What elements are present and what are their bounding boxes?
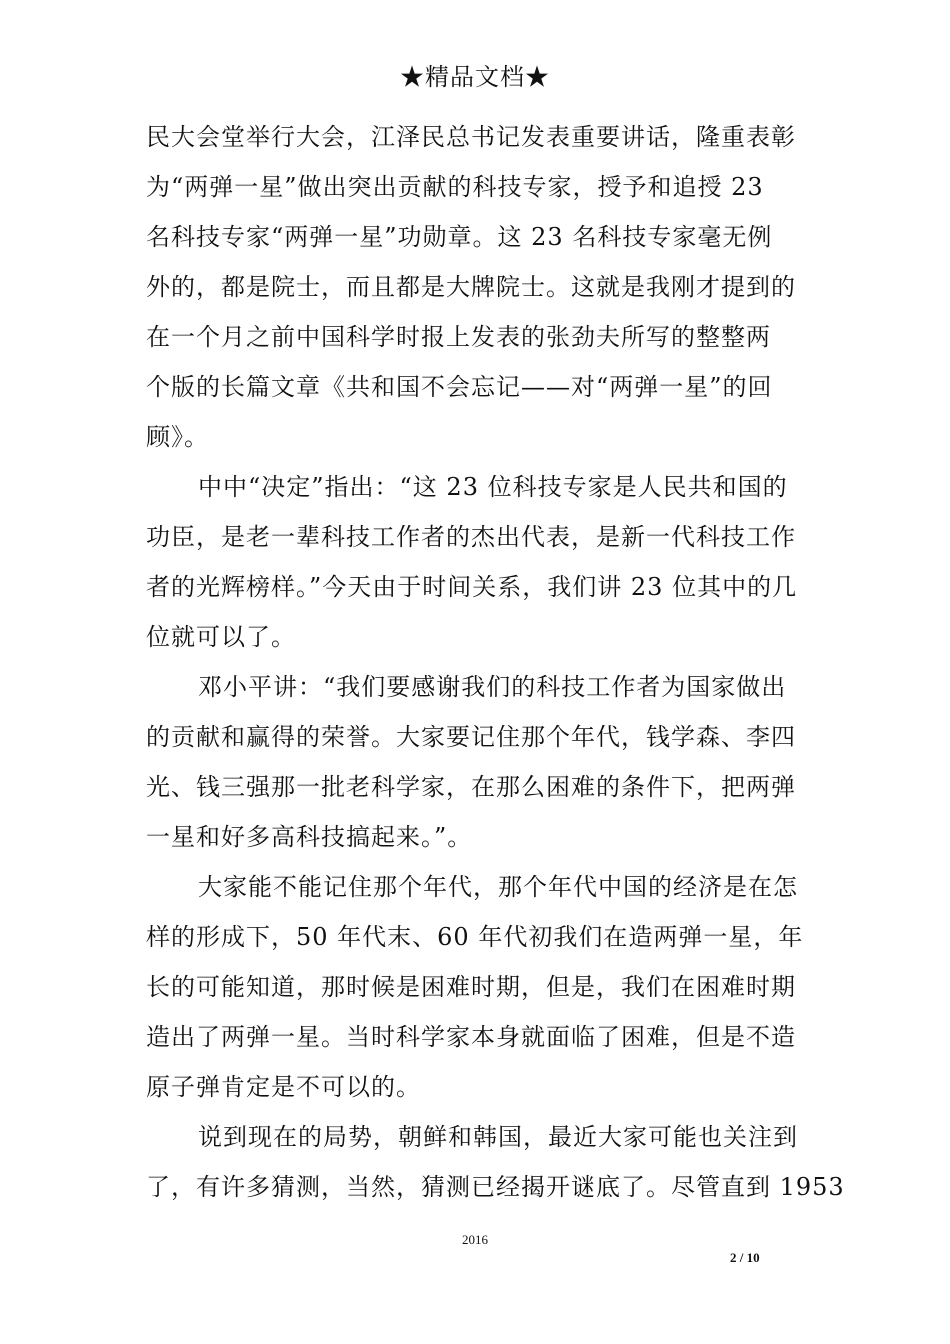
page-number: 2 / 10 bbox=[730, 1250, 760, 1265]
paragraph-1 bbox=[146, 112, 806, 462]
text-line: 样的形成下，50 年代末、60 年代初我们在造两弹一星，年 bbox=[146, 923, 804, 951]
text-line: 民大会堂举行大会，江泽民总书记发表重要讲话，隆重表彰 bbox=[146, 123, 796, 151]
text-line: 大家能不能记住那个年代，那个年代中国的经济是在怎 bbox=[198, 873, 798, 901]
text-line: 说到现在的局势，朝鲜和韩国，最近大家可能也关注到 bbox=[198, 1123, 798, 1151]
text-line: 造出了两弹一星。当时科学家本身就面临了困难，但是不造 bbox=[146, 1023, 796, 1051]
text-line: 者的光辉榜样。”今天由于时间关系，我们讲 23 位其中的几 bbox=[146, 573, 798, 601]
text-line: 邓小平讲：“我们要感谢我们的科技工作者为国家做出 bbox=[198, 673, 787, 701]
text-line: 光、钱三强那一批老科学家，在那么困难的条件下，把两弹 bbox=[146, 773, 796, 801]
paragraph-5 bbox=[146, 1112, 845, 1212]
text-line: 一星和好多高科技搞起来。”。 bbox=[146, 823, 473, 851]
text-line: 功臣，是老一辈科技工作者的杰出代表，是新一代科技工作 bbox=[146, 523, 796, 551]
footer-year: 2016 bbox=[462, 1232, 488, 1247]
text-line: 顾》。 bbox=[146, 423, 209, 451]
paragraph-2 bbox=[146, 462, 806, 662]
text-line: 了，有许多猜测，当然，猜测已经揭开谜底了。尽管直到 1953 bbox=[146, 1173, 845, 1201]
text-line: 外的，都是院士，而且都是大牌院士。这就是我刚才提到的 bbox=[146, 273, 796, 301]
text-line: 长的可能知道，那时候是困难时期，但是，我们在困难时期 bbox=[146, 973, 796, 1001]
text-line: 原子弹肯定是不可以的。 bbox=[146, 1073, 421, 1101]
text-line: 为“两弹一星”做出突出贡献的科技专家，授予和追授 23 bbox=[146, 173, 764, 201]
text-line: 中中“决定”指出：“这 23 位科技专家是人民共和国的 bbox=[198, 473, 788, 501]
paragraph-3 bbox=[146, 662, 806, 862]
text-line: 在一个月之前中国科学时报上发表的张劲夫所写的整整两 bbox=[146, 323, 771, 351]
text-line: 个版的长篇文章《共和国不会忘记——对“两弹一星”的回 bbox=[146, 373, 773, 401]
paragraph-4 bbox=[146, 862, 806, 1112]
text-line: 位就可以了。 bbox=[146, 623, 296, 651]
text-line: 的贡献和赢得的荣誉。大家要记住那个年代，钱学森、李四 bbox=[146, 723, 796, 751]
page-header-title: ★精品文档★ bbox=[400, 63, 550, 91]
document-body bbox=[146, 112, 845, 1212]
text-line: 名科技专家“两弹一星”功勋章。这 23 名科技专家毫无例 bbox=[146, 223, 773, 251]
